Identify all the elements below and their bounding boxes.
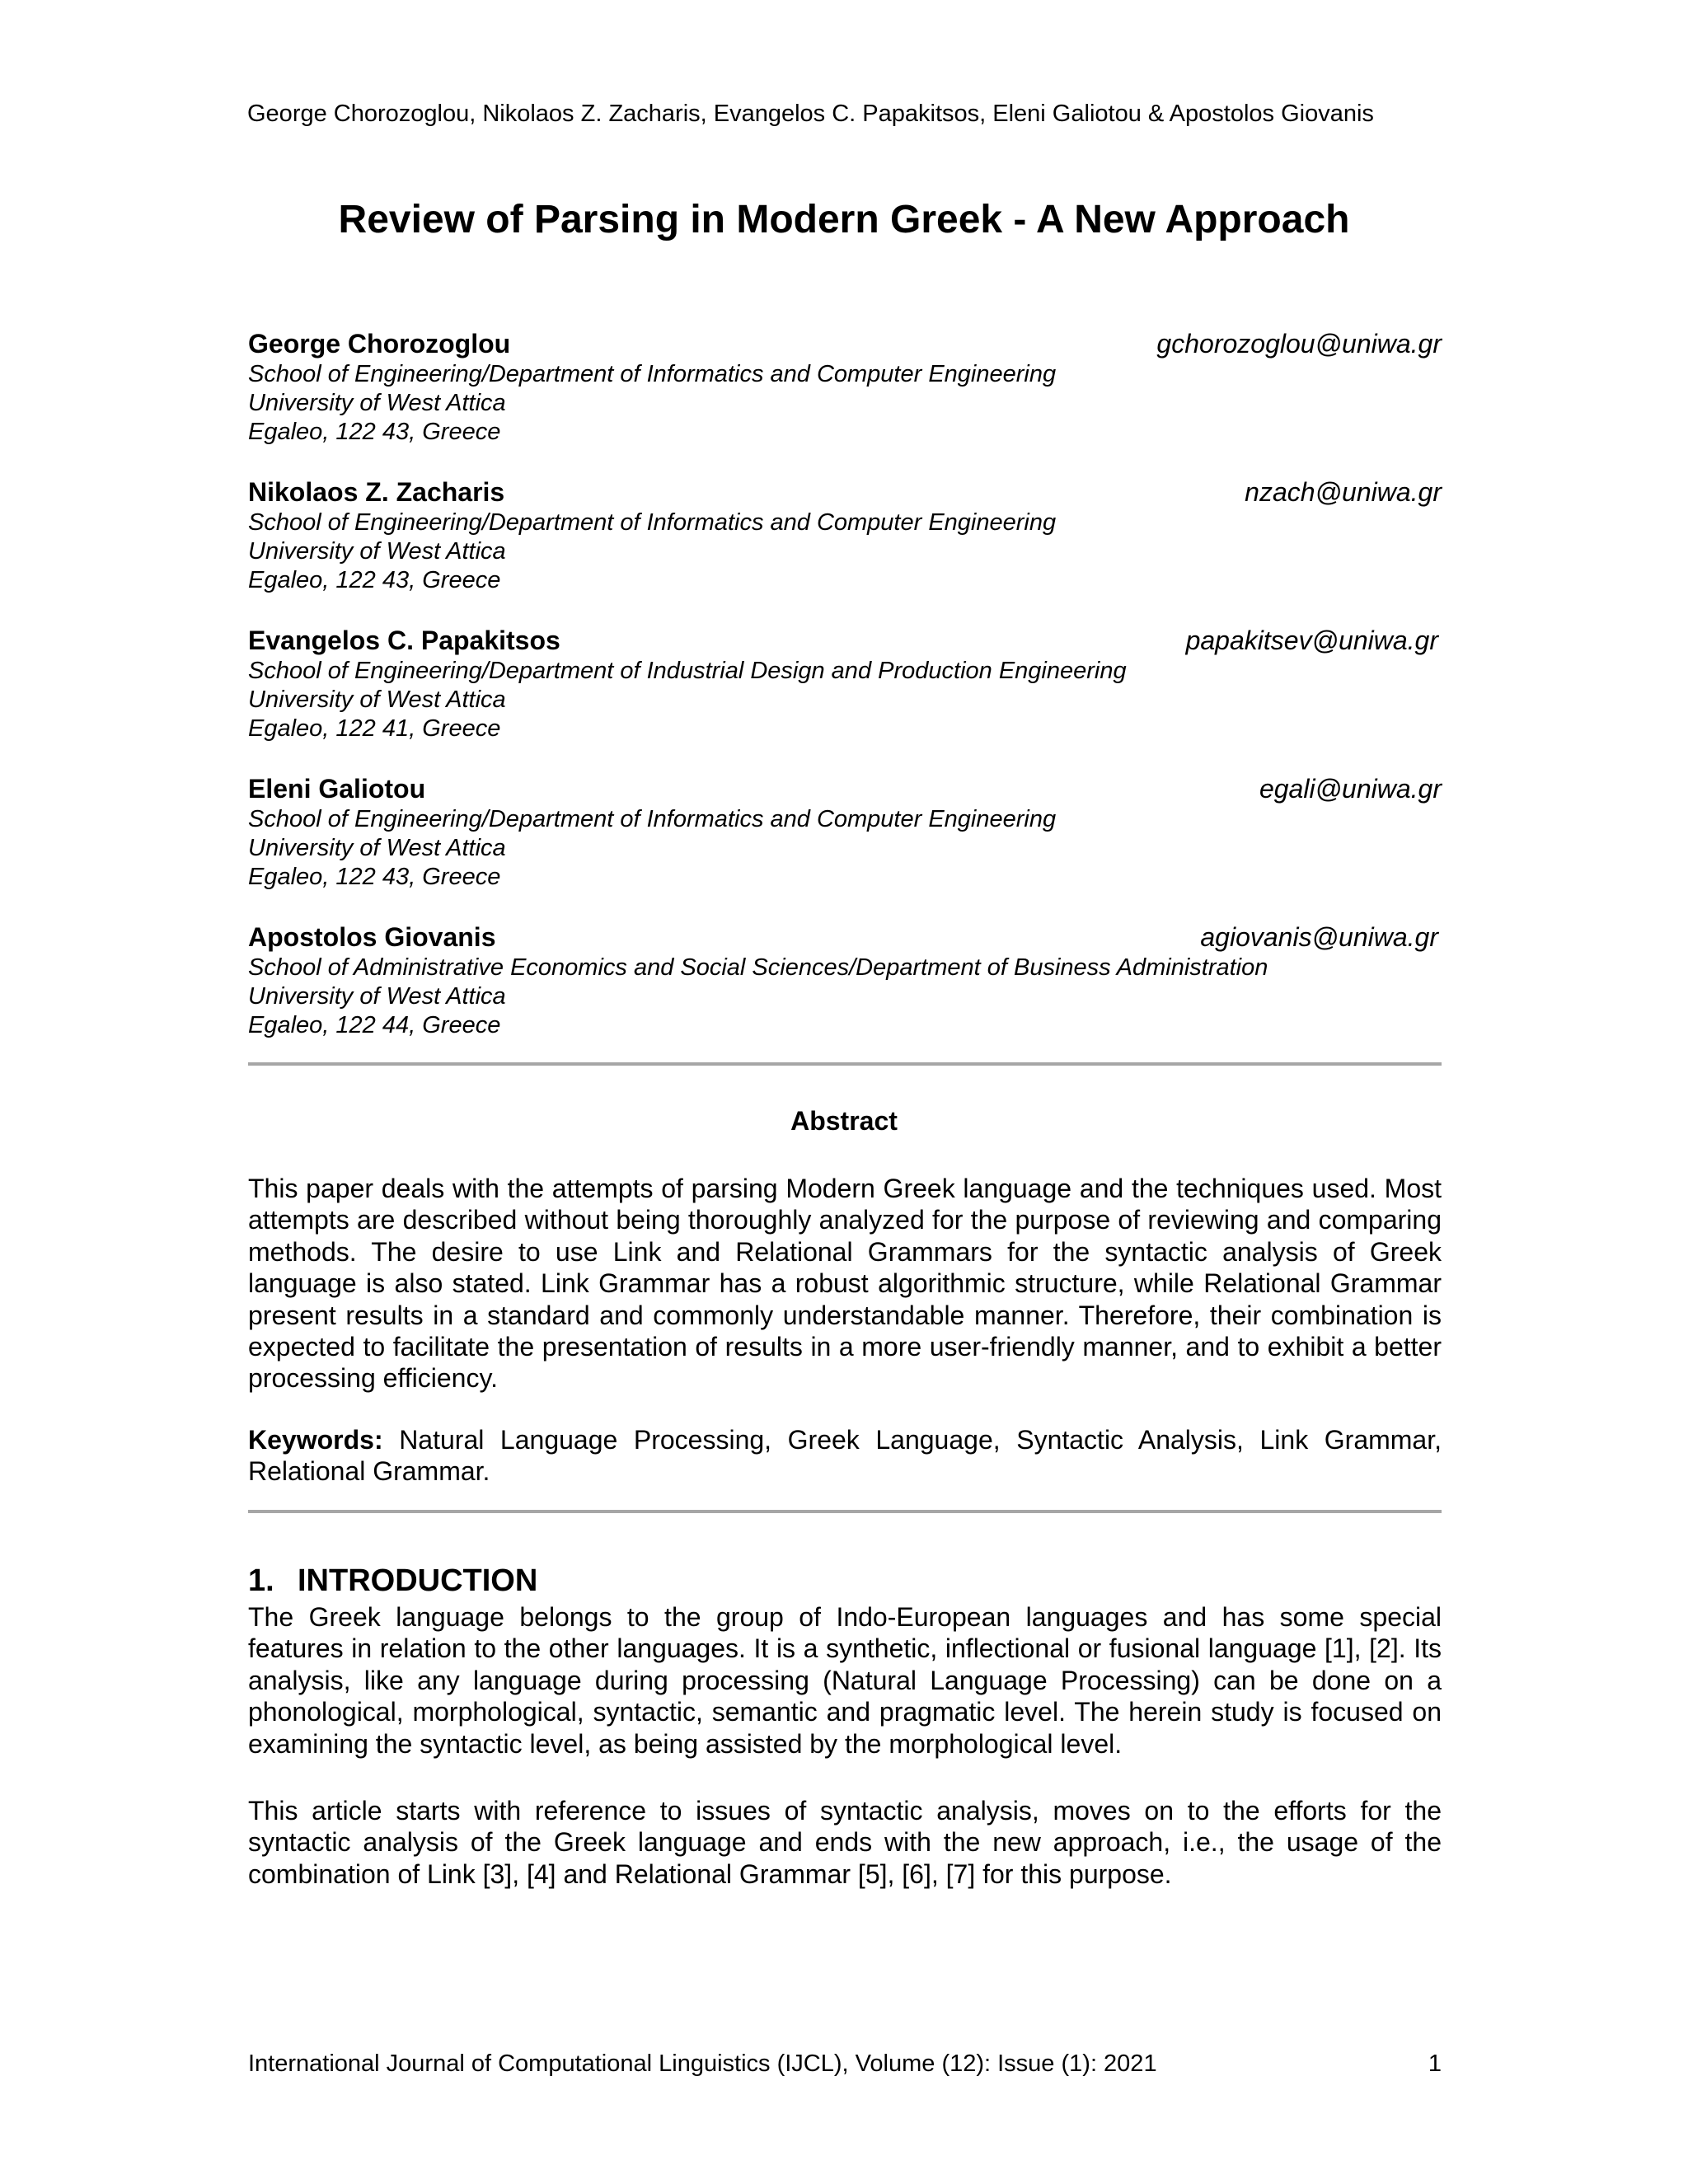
author-department: School of Administrative Economics and Social Sciences/Department of Business Administration bbox=[248, 954, 1268, 981]
author-block bbox=[248, 772, 1442, 921]
author-university: University of West Attica bbox=[248, 538, 506, 565]
author-university: University of West Attica bbox=[248, 983, 506, 1010]
introduction-paragraph: The Greek language belongs to the group of Indo-European languages and has some special features in relation to the other languages. It is a synthetic, inflectional or fusional language [1], [2]. Its analysis, like any language during processing (Natural Language Processing) can be done on a phonological, morphological, syntactic, semantic and pragmatic level. The herein study is focused on examining the syntactic level, as being assisted by the morphological level. bbox=[248, 1602, 1442, 1759]
author-name: Nikolaos Z. Zacharis bbox=[248, 477, 505, 507]
author-department: School of Engineering/Department of Industrial Design and Production Engineering bbox=[248, 658, 1127, 684]
author-block bbox=[248, 624, 1442, 772]
author-address: Egaleo, 122 43, Greece bbox=[248, 419, 501, 445]
author-department: School of Engineering/Department of Informatics and Computer Engineering bbox=[248, 361, 1057, 387]
page-footer bbox=[248, 2047, 1442, 2080]
section-number: 1. bbox=[248, 1563, 274, 1598]
section-divider bbox=[248, 1510, 1442, 1513]
introduction-paragraph: This article starts with reference to issues of syntactic analysis, moves on to the efforts for the syntactic analysis of the Greek language and ends with the new approach, i.e., the usage of the combination of Link [3], [4] and Relational Grammar [5], [6], [7] for this purpose. bbox=[248, 1796, 1442, 1889]
author-name: George Chorozoglou bbox=[248, 329, 511, 359]
author-name: Eleni Galiotou bbox=[248, 774, 426, 804]
author-department: School of Engineering/Department of Informatics and Computer Engineering bbox=[248, 509, 1057, 536]
author-name: Apostolos Giovanis bbox=[248, 922, 496, 952]
author-email[interactable]: egali@uniwa.gr bbox=[1259, 774, 1442, 804]
author-list bbox=[248, 327, 1442, 1069]
section-title: INTRODUCTION bbox=[298, 1563, 538, 1598]
page-number: 1 bbox=[1428, 2050, 1442, 2077]
author-university: University of West Attica bbox=[248, 835, 506, 861]
keywords-label: Keywords: bbox=[248, 1425, 383, 1455]
author-address: Egaleo, 122 41, Greece bbox=[248, 715, 501, 742]
author-block bbox=[248, 921, 1442, 1069]
footer-journal: International Journal of Computational Linguistics (IJCL), Volume (12): Issue (1): 2021 bbox=[248, 2050, 1157, 2077]
abstract-text: This paper deals with the attempts of parsing Modern Greek language and the techniques used. Most attempts are described without being thoroughly analyzed for the purpose of reviewing and comparing methods. The desire to use Link and Relational Grammars for the syntactic analysis of Greek language is also stated. Link Grammar has a robust algorithmic structure, while Relational Grammar present results in a standard and commonly understandable manner. Therefore, their combination is expected to facilitate the presentation of results in a more user-friendly manner, and to exhibit a better processing efficiency. bbox=[248, 1174, 1442, 1394]
section-divider bbox=[248, 1062, 1442, 1066]
paper-title: Review of Parsing in Modern Greek - A New Approach bbox=[338, 198, 1350, 241]
author-block bbox=[248, 327, 1442, 476]
author-name: Evangelos C. Papakitsos bbox=[248, 626, 560, 655]
section-heading-introduction bbox=[248, 1562, 537, 1600]
author-email[interactable]: gchorozoglou@uniwa.gr bbox=[1156, 329, 1442, 359]
author-department: School of Engineering/Department of Informatics and Computer Engineering bbox=[248, 806, 1057, 832]
keywords bbox=[248, 1424, 1442, 1488]
author-email[interactable]: agiovanis@uniwa.gr bbox=[1200, 922, 1438, 952]
author-address: Egaleo, 122 43, Greece bbox=[248, 864, 501, 890]
author-block bbox=[248, 476, 1442, 624]
author-university: University of West Attica bbox=[248, 687, 506, 713]
author-email[interactable]: papakitsev@uniwa.gr bbox=[1185, 626, 1438, 655]
author-email[interactable]: nzach@uniwa.gr bbox=[1245, 477, 1442, 507]
running-header: George Chorozoglou, Nikolaos Z. Zacharis, Evangelos C. Papakitsos, Eleni Galiotou & Apostolos Giovanis bbox=[247, 101, 1374, 127]
author-university: University of West Attica bbox=[248, 390, 506, 416]
author-address: Egaleo, 122 43, Greece bbox=[248, 567, 501, 593]
author-address: Egaleo, 122 44, Greece bbox=[248, 1012, 501, 1038]
abstract-heading: Abstract bbox=[790, 1106, 898, 1136]
keywords-text: Natural Language Processing, Greek Language, Syntactic Analysis, Link Grammar, Relational Grammar. bbox=[248, 1425, 1442, 1487]
